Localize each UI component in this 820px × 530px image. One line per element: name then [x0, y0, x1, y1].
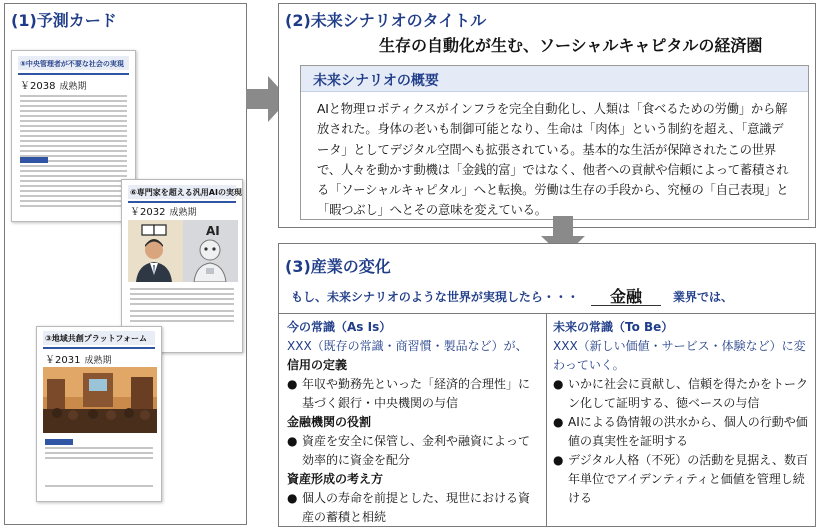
- to-be-bullet: ● いかに社会に貢献し、信頼を得たかをトークン化して証明する、徳ベースの与信: [553, 375, 811, 413]
- card-3-body-text: [45, 447, 153, 462]
- columns-top-divider: [279, 313, 815, 314]
- ai-image-label: AI: [206, 224, 220, 238]
- industry-change-panel: [278, 243, 816, 527]
- as-is-bullet: ● 資産を安全に保管し、金利や融資によって効率的に資金を配分: [287, 432, 537, 470]
- section-3-title: (3)産業の変化: [285, 257, 391, 276]
- as-is-heading: 今の常識（As Is）: [287, 320, 392, 334]
- human-vs-ai-illustration: [128, 220, 238, 282]
- premise-after: 業界では、: [673, 290, 734, 304]
- screen-panel: [89, 379, 107, 391]
- card-3-body-text-2: [45, 485, 153, 490]
- building-right: [131, 377, 153, 409]
- as-is-category: 信用の定義: [287, 358, 348, 372]
- card-3-mini-label: [45, 439, 73, 445]
- card-divider: [43, 347, 155, 349]
- building-left: [47, 379, 65, 409]
- industry-name: 金融: [591, 284, 661, 306]
- card-2-body-text: [130, 288, 234, 308]
- section-1-title: (1)予測カード: [11, 11, 117, 30]
- card-1-tag: ⑤中央管理者が不要な社会の実現: [20, 60, 124, 68]
- card-1-year: [20, 77, 86, 92]
- to-be-bullet: ● デジタル人格（不死）の活動を見据え、数百年単位でアイデンティティと価値を管理し続ける: [553, 451, 811, 508]
- person: [88, 409, 98, 419]
- person: [52, 408, 62, 418]
- card-1-body-text-2: [20, 165, 127, 210]
- scenario-title: 生存の自動化が生む、ソーシャルキャピタルの経済圏: [379, 36, 763, 55]
- overview-header: [301, 66, 808, 92]
- card-divider: [18, 73, 129, 75]
- community-platform-illustration: [43, 367, 157, 433]
- scenario-overview-box: [300, 65, 809, 220]
- card-3-year-value: ￥2031: [45, 355, 81, 366]
- as-is-category: 金融機関の役割: [287, 415, 372, 429]
- overview-text: AIと物理ロボティクスがインフラを完全自動化し、人類は「食べるための労働」から解放された。身体の老いも制御可能となり、生命は「肉体」という制約を超え、「意識データ」としてデジタル空間へも拡張されている。基本的な生活が保障されたこの世界で、人々を動かす動機は「金銭的富」ではなく、他者への貢献や信頼によって蓄積される「ソーシャルキャピタル」へと転換。労働は生存の手段から、究極の「自己表現」と「暇つぶし」へとその意味を変えている。: [317, 102, 789, 218]
- person: [140, 410, 150, 420]
- as-is-bullet: ● 年収や勤務先といった「経済的合理性」に基づく銀行・中央機関の与信: [287, 375, 537, 413]
- card-1-year-value: ￥2038: [20, 81, 56, 92]
- section-2-title: (2)未来シナリオのタイトル: [285, 11, 487, 30]
- future-scenario-panel: [278, 3, 816, 228]
- card-3-name: ③地域共創プラットフォーム: [45, 334, 147, 343]
- book-icon: [142, 225, 166, 235]
- card-2-stage: 成熟期: [169, 208, 197, 218]
- prediction-card-3[interactable]: [36, 326, 162, 502]
- card-2-year: [130, 203, 196, 218]
- prediction-cards-panel: [4, 3, 247, 525]
- as-is-bullet: ● 個人の寿命を前提とした、現世における資産の蓄積と相続: [287, 489, 537, 527]
- card-1-stage: 成熟期: [59, 82, 87, 92]
- as-is-subtext: XXX（既存の常識・商習慣・製品など）が、: [287, 339, 528, 353]
- to-be-heading: 未来の常識（To Be）: [553, 320, 674, 334]
- to-be-column: [553, 318, 811, 508]
- to-be-bullet: ● AIによる偽情報の洪水から、個人の行動や価値の真実性を証明する: [553, 413, 811, 451]
- overview-label: 未来シナリオの概要: [313, 73, 439, 89]
- columns-mid-divider: [546, 313, 547, 526]
- card-3-stage: 成熟期: [84, 356, 112, 366]
- card-2-body-text-2: [130, 310, 234, 325]
- card-2-name: ⑥専門家を超える汎用AIの実現: [130, 188, 242, 197]
- card-3-year: [45, 351, 111, 366]
- card-1-mini-label: [20, 157, 48, 163]
- prediction-card-1[interactable]: [11, 50, 136, 222]
- person: [68, 410, 78, 420]
- as-is-category: 資産形成の考え方: [287, 472, 384, 486]
- premise-before: もし、未来シナリオのような世界が実現したら・・・: [291, 290, 579, 304]
- to-be-subtext: XXX（新しい価値・サービス・体験など）に変わっていく。: [553, 339, 806, 372]
- person: [106, 410, 116, 420]
- as-is-column: [287, 318, 537, 527]
- card-2-year-value: ￥2032: [130, 207, 166, 218]
- person: [124, 408, 134, 418]
